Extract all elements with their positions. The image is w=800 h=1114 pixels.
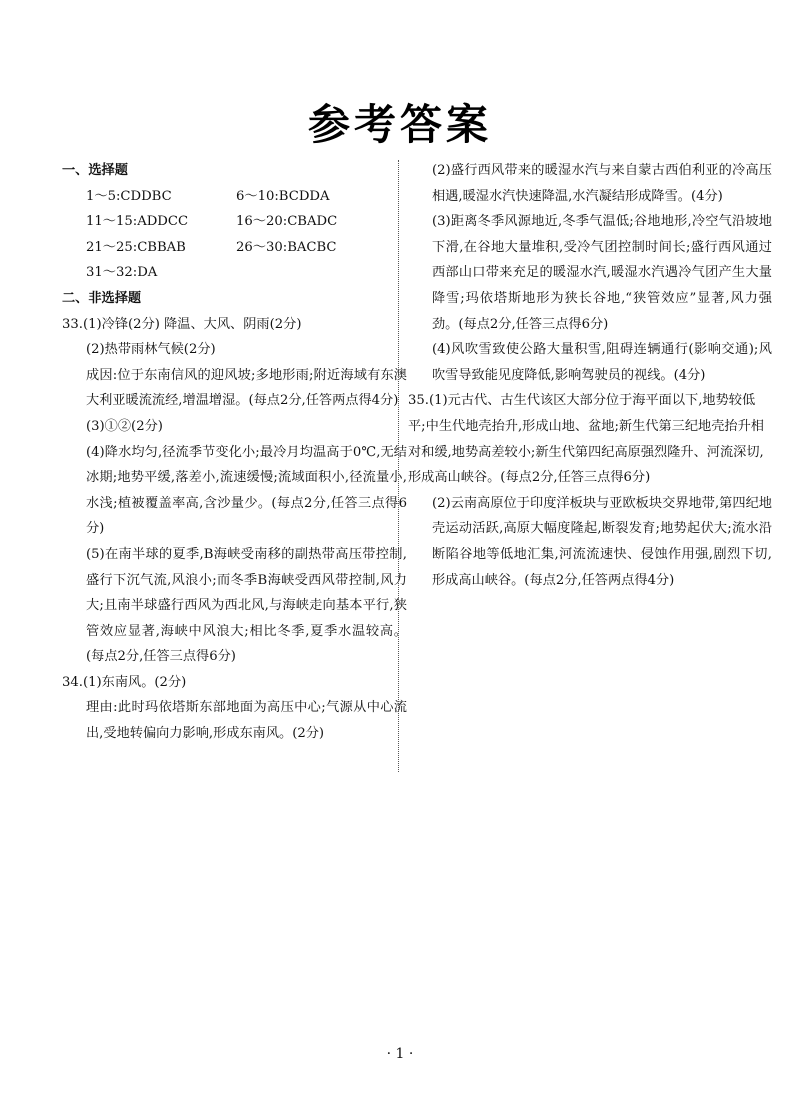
column-divider — [398, 160, 399, 772]
question-number: 35. — [408, 393, 429, 409]
answer-group: 26～30:BACBC — [236, 239, 337, 255]
answer-group: 1～5:CDDBC — [86, 188, 172, 204]
answer-part: (4)风吹雪致使公路大量积雪,阻碍连辆通行(影响交通);风吹雪导致能见度降低,影响驾驶员的视线。(4分) — [432, 342, 772, 383]
page-title: 参考答案 — [307, 100, 492, 149]
answer-part: (1)东南风。(2分) — [82, 674, 187, 690]
answer-part: (3)①②(2分) — [86, 418, 163, 434]
answer-part: (2)云南高原位于印度洋板块与亚欧板块交界地带,第四纪地壳运动活跃,高原大幅度隆起,断裂发育;地势起伏大;流水沿断陷谷地等低地汇集,河流流速快、侵蚀作用强,剧烈下切,形成高山峡谷。(每点2分,任答两点得4分) — [432, 495, 772, 588]
answer-part: (1)冷锋(2分) 降温、大风、阴雨(2分) — [82, 316, 302, 332]
question-34 — [62, 670, 407, 747]
answer-part: (2)盛行西风带来的暖湿水汽与来自蒙古西伯利亚的冷高压相遇,暖湿水汽快速降温,水汽凝结形成降雪。(4分) — [432, 163, 772, 204]
answer-group: 11～15:ADDCC — [86, 214, 189, 230]
answer-part: 理由:此时玛依塔斯东部地面为高压中心;气源从中心流出,受地转偏向力影响,形成东南风。(2分) — [86, 700, 407, 742]
right-column — [408, 158, 772, 593]
answer-part: (3)距离冬季风源地近,冬季气温低;谷地地形,冷空气沿坡地下滑,在谷地大量堆积,受冷气团控制时间长;盛行西风通过西部山口带来充足的暖湿水汽,暖湿水汽遇冷气团产生大量降雪;玛依塔斯地形为狭长谷地,“狭管效应”显著,风力强劲。(每点2分,任答三点得6分) — [432, 214, 772, 332]
section-heading-nonchoice: 二、非选择题 — [62, 290, 142, 306]
answer-part: (5)在南半球的夏季,B海峡受南移的副热带高压带控制,盛行下沉气流,风浪小;而冬季B海峡受西风带控制,风力大;且南半球盛行西风为西北风,与海峡走向基本平行,狭管效应显著,海峡中风浪大;相比冬季,夏季水温较高。(每点2分,任答三点得6分) — [86, 546, 407, 665]
page-number: · 1 · — [386, 1046, 414, 1062]
answer-part: (1)元古代、古生代该区大部分位于海平面以下,地势较低平;中生代地壳抬升,形成山地、盆地;新生代第三纪地壳抬升相对和缓,地势高差较小;新生代第四纪高原强烈隆升、河流深切,形成高山峡谷。(每点2分,任答三点得6分) — [408, 393, 764, 486]
question-35 — [408, 388, 772, 593]
answer-group: 31～32:DA — [86, 265, 158, 281]
question-number: 33. — [62, 316, 83, 332]
choice-answers — [62, 184, 407, 286]
answer-part: (2)热带雨林气候(2分) — [86, 342, 216, 358]
answer-group: 6～10:BCDDA — [236, 188, 330, 204]
answer-group: 21～25:CBBAB — [86, 239, 186, 255]
answer-part: 成因:位于东南信风的迎风坡;多地形雨;附近海域有东澳大利亚暖流流经,增温增湿。(每点2分,任答两点得4分) — [86, 367, 407, 409]
answer-part: (4)降水均匀,径流季节变化小;最冷月均温高于0℃,无结冰期;地势平缓,落差小,流速缓慢;流域面积小,径流量小,水浅;植被覆盖率高,含沙量少。(每点2分,任答三点得6分) — [86, 444, 407, 537]
answer-group: 16～20:CBADC — [236, 214, 338, 230]
section-heading-choice: 一、选择题 — [62, 163, 128, 178]
question-33 — [62, 312, 407, 670]
left-column — [62, 158, 407, 747]
question-number: 34. — [62, 674, 83, 690]
